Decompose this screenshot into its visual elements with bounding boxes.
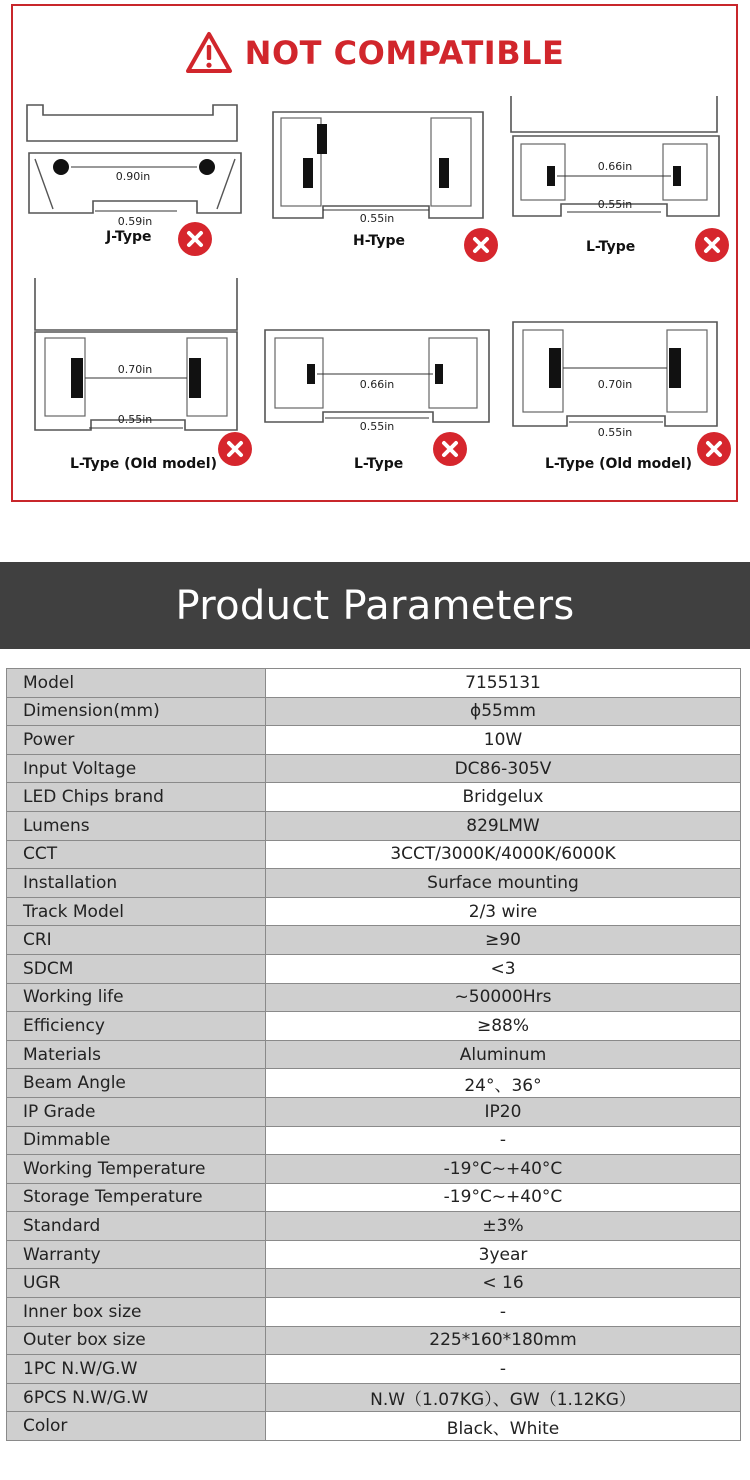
param-name: Working life <box>7 983 266 1012</box>
table-row <box>7 726 741 755</box>
table-row <box>7 1097 741 1126</box>
table-row <box>7 1040 741 1069</box>
param-name: Warranty <box>7 1240 266 1269</box>
track-diagram-j-type <box>23 101 247 228</box>
param-value: 24°、36° <box>266 1069 741 1098</box>
measure-bottom: 0.55in <box>597 198 633 211</box>
table-row <box>7 1155 741 1184</box>
table-row <box>7 1269 741 1298</box>
param-value: N.W（1.07KG）、GW（1.12KG） <box>266 1383 741 1412</box>
not-compatible-title: NOT COMPATIBLE <box>244 34 565 72</box>
track-diagram-l-type-old-2 <box>509 318 721 440</box>
param-name: Beam Angle <box>7 1069 266 1098</box>
incompatible-x-icon <box>464 228 498 262</box>
track-label-l-type-2: L-Type <box>354 456 404 472</box>
track-label-h-type: H-Type <box>353 233 406 249</box>
param-value: 829LMW <box>266 811 741 840</box>
table-row <box>7 1326 741 1355</box>
track-label-l-type-old: L-Type (Old model) <box>70 456 217 472</box>
param-value: ≥90 <box>266 926 741 955</box>
table-row <box>7 1240 741 1269</box>
param-name: Inner box size <box>7 1298 266 1327</box>
param-name: Installation <box>7 869 266 898</box>
section-title: Product Parameters <box>175 582 575 629</box>
param-name: Track Model <box>7 897 266 926</box>
measure-bottom: 0.59in <box>117 215 153 228</box>
param-name: Efficiency <box>7 1012 266 1041</box>
param-name: LED Chips brand <box>7 783 266 812</box>
param-value: - <box>266 1126 741 1155</box>
warning-triangle-icon <box>185 31 233 75</box>
table-row <box>7 783 741 812</box>
param-value: - <box>266 1355 741 1384</box>
product-parameters-header <box>0 562 750 649</box>
param-name: Standard <box>7 1212 266 1241</box>
track-diagram-l-type-old <box>31 274 241 434</box>
table-row <box>7 811 741 840</box>
param-name: Lumens <box>7 811 266 840</box>
param-name: Outer box size <box>7 1326 266 1355</box>
param-name: SDCM <box>7 954 266 983</box>
track-diagram-l-type-2 <box>261 324 491 436</box>
track-label-l-type: L-Type <box>586 239 636 255</box>
param-name: Dimmable <box>7 1126 266 1155</box>
track-diagram-l-type <box>507 92 723 224</box>
measure-top: 0.70in <box>117 363 153 376</box>
table-row <box>7 840 741 869</box>
table-row <box>7 1183 741 1212</box>
param-name: Storage Temperature <box>7 1183 266 1212</box>
measure-bottom: 0.55in <box>117 413 153 426</box>
param-value: Bridgelux <box>266 783 741 812</box>
param-value: Black、White <box>266 1412 741 1441</box>
param-name: Model <box>7 669 266 698</box>
param-value: 225*160*180mm <box>266 1326 741 1355</box>
table-row <box>7 1126 741 1155</box>
table-row <box>7 1012 741 1041</box>
param-name: CCT <box>7 840 266 869</box>
param-value: 7155131 <box>266 669 741 698</box>
param-name: Color <box>7 1412 266 1441</box>
param-name: 1PC N.W/G.W <box>7 1355 266 1384</box>
measure-bottom: 0.55in <box>359 212 395 225</box>
table-row <box>7 1069 741 1098</box>
param-value: ~50000Hrs <box>266 983 741 1012</box>
param-value: Surface mounting <box>266 869 741 898</box>
table-row <box>7 1383 741 1412</box>
incompatible-x-icon <box>218 432 252 466</box>
param-name: Materials <box>7 1040 266 1069</box>
parameters-table <box>6 668 741 1441</box>
param-name: Working Temperature <box>7 1155 266 1184</box>
track-label-j-type: J-Type <box>106 229 152 245</box>
param-value: 3CCT/3000K/4000K/6000K <box>266 840 741 869</box>
param-value: < 16 <box>266 1269 741 1298</box>
param-name: 6PCS N.W/G.W <box>7 1383 266 1412</box>
track-label-l-type-old-2: L-Type (Old model) <box>545 456 692 472</box>
param-name: IP Grade <box>7 1097 266 1126</box>
param-name: UGR <box>7 1269 266 1298</box>
incompatible-x-icon <box>178 222 212 256</box>
table-row <box>7 1298 741 1327</box>
param-value: Aluminum <box>266 1040 741 1069</box>
param-value: ≥88% <box>266 1012 741 1041</box>
measure-top: 0.70in <box>597 378 633 391</box>
not-compatible-header <box>13 28 736 78</box>
param-value: -19°C~+40°C <box>266 1183 741 1212</box>
table-row <box>7 1212 741 1241</box>
incompatible-x-icon <box>695 228 729 262</box>
measure-top: 0.66in <box>597 160 633 173</box>
param-value: 2/3 wire <box>266 897 741 926</box>
param-value: 3year <box>266 1240 741 1269</box>
track-diagram-h-type <box>269 106 485 226</box>
measure-top: 0.90in <box>115 170 151 183</box>
table-row <box>7 869 741 898</box>
param-value: IP20 <box>266 1097 741 1126</box>
param-name: Dimension(mm) <box>7 697 266 726</box>
param-name: Input Voltage <box>7 754 266 783</box>
table-row <box>7 1355 741 1384</box>
param-value: - <box>266 1298 741 1327</box>
param-value: ±3% <box>266 1212 741 1241</box>
table-row <box>7 954 741 983</box>
param-name: CRI <box>7 926 266 955</box>
table-row <box>7 754 741 783</box>
param-value: -19°C~+40°C <box>266 1155 741 1184</box>
table-row <box>7 926 741 955</box>
table-row <box>7 669 741 698</box>
table-row <box>7 697 741 726</box>
param-value: DC86-305V <box>266 754 741 783</box>
table-row <box>7 1412 741 1441</box>
measure-bottom: 0.55in <box>359 420 395 433</box>
param-value: <3 <box>266 954 741 983</box>
incompatible-x-icon <box>433 432 467 466</box>
table-row <box>7 983 741 1012</box>
incompatible-x-icon <box>697 432 731 466</box>
param-value: 10W <box>266 726 741 755</box>
table-row <box>7 897 741 926</box>
not-compatible-panel <box>11 4 738 502</box>
param-name: Power <box>7 726 266 755</box>
param-value: ϕ55mm <box>266 697 741 726</box>
measure-bottom: 0.55in <box>597 426 633 439</box>
measure-top: 0.66in <box>359 378 395 391</box>
